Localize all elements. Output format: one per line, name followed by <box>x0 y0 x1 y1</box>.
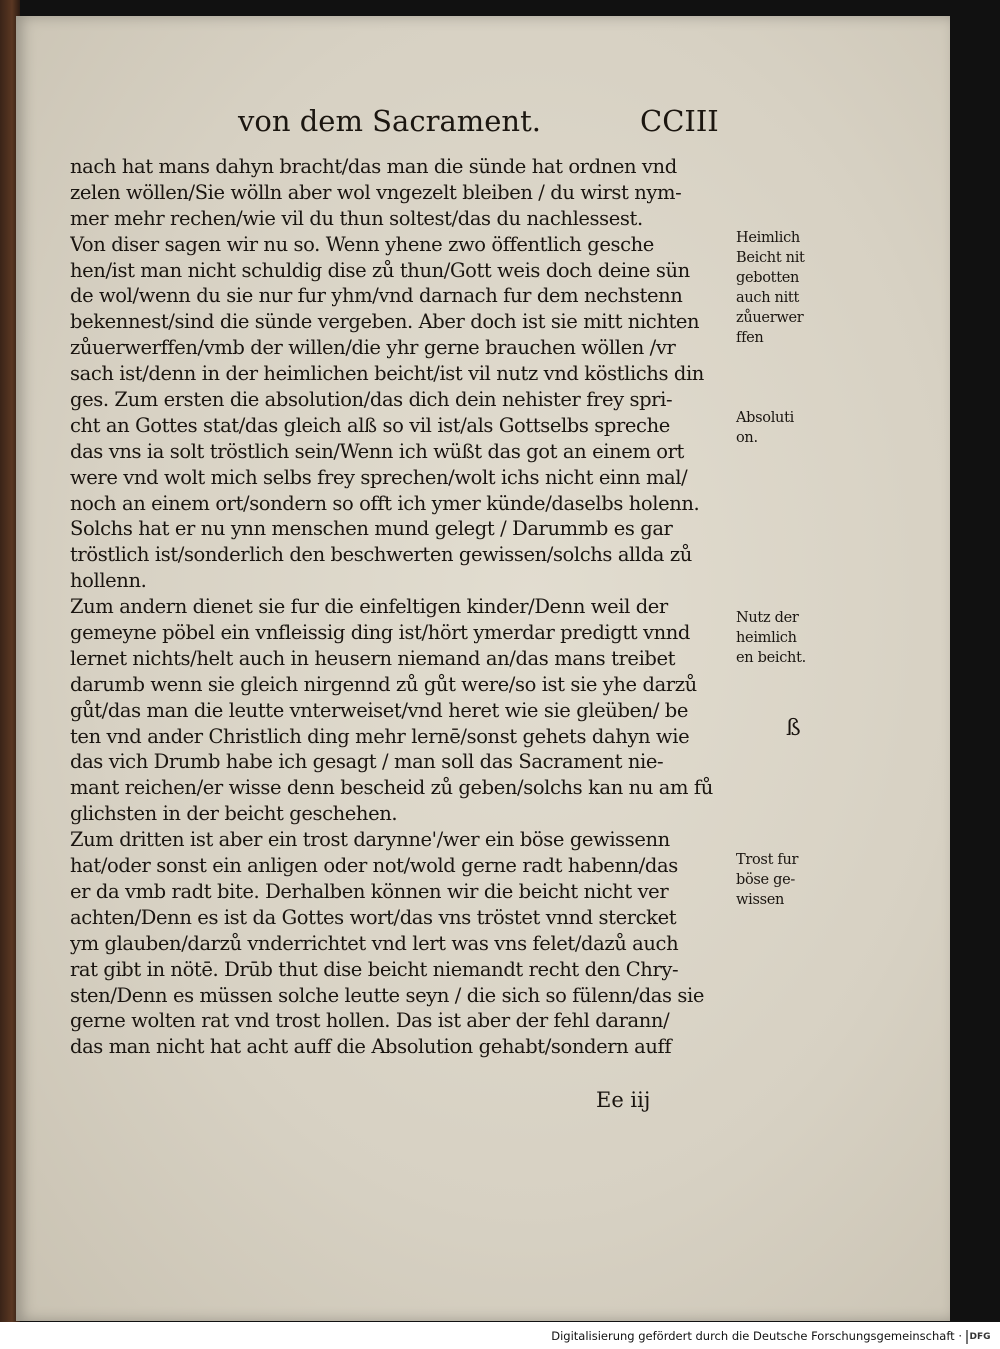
text-line: were vnd wolt mich selbs frey sprechen/wolt ichs nicht einn mal/ <box>70 465 688 489</box>
text-line: ten vnd ander Christlich ding mehr lernē/sonst gehets dahyn wie <box>70 724 690 748</box>
text-line: zůuerwerffen/vmb der willen/die yhr gerne brauchen wöllen /vr <box>70 336 676 360</box>
margin-note-line: heimlich <box>736 630 797 646</box>
text-line: lernet nichts/helt auch in heusern niemand an/das mans treibet <box>70 646 676 670</box>
text-line: das vich Drumb habe ich gesagt / man soll das Sacrament nie- <box>70 750 664 774</box>
text-line: tröstlich ist/sonderlich den beschwerten gewissen/solchs allda zů <box>70 543 692 567</box>
text-line: sten/Denn es müssen solche leutte seyn / die sich so fülenn/das sie <box>70 983 705 1007</box>
text-line: mer mehr rechen/wie vil du thun soltest/das du nachlessest. <box>70 206 643 230</box>
text-line: rat gibt in nötē. Drūb thut dise beicht niemandt recht den Chry- <box>70 957 679 981</box>
margin-note-line: gebotten <box>736 270 800 286</box>
text-line: gerne wolten rat vnd trost hollen. Das ist aber der fehl darann/ <box>70 1009 670 1033</box>
marginal-mark: ß <box>786 716 801 741</box>
text-line: mant reichen/er wisse denn bescheid zů geben/solchs kan nu am fů <box>70 776 713 800</box>
text-line: Zum dritten ist aber ein trost darynne'/wer ein böse gewissenn <box>70 828 670 852</box>
margin-note-line: Absoluti <box>736 410 794 426</box>
text-line: sach ist/denn in der heimlichen beicht/ist vil nutz vnd köstlichs din <box>70 362 704 386</box>
text-line: ges. Zum ersten die absolution/das dich dein nehister frey spri- <box>70 388 673 412</box>
margin-note-line: Beicht nit <box>736 250 805 266</box>
margin-note-line: Trost fur <box>736 852 799 868</box>
text-line: glichsten in der beicht geschehen. <box>70 802 398 826</box>
margin-note-nutz <box>736 608 806 668</box>
margin-note-absolution <box>736 408 794 448</box>
footer-bar <box>0 1322 1000 1349</box>
text-line: achten/Denn es ist da Gottes wort/das vns tröstet vnnd stercket <box>70 905 677 929</box>
funding-credit: Digitalisierung gefördert durch die Deutsche Forschungsgemeinschaft · <box>551 1329 962 1343</box>
margin-note-line: wissen <box>736 892 785 908</box>
text-line: zelen wöllen/Sie wölln aber wol vngezelt bleiben / du wirst nym- <box>70 180 682 204</box>
text-line: gůt/das man die leutte vnterweiset/vnd heret wie sie gleüben/ be <box>70 698 689 722</box>
text-line: Zum andern dienet sie fur die einfeltigen kinder/Denn weil der <box>70 595 668 619</box>
text-line: Von diser sagen wir nu so. Wenn yhene zwo öffentlich gesche <box>70 232 654 256</box>
text-line: das man nicht hat acht auff die Absolution gehabt/sondern auff <box>70 1035 672 1059</box>
text-line: hat/oder sonst ein anligen oder not/wold gerne radt habenn/das <box>70 854 678 878</box>
margin-note-line: auch nitt <box>736 290 799 306</box>
body-text <box>70 154 742 1060</box>
text-line: bekennest/sind die sünde vergeben. Aber doch ist sie mitt nichten <box>70 310 700 334</box>
text-line: gemeyne pöbel ein vnfleissig ding ist/hört ymerdar predigtt vnnd <box>70 621 691 645</box>
text-line: das vns ia solt tröstlich sein/Wenn ich wüßt das got an einem ort <box>70 439 684 463</box>
catchword-signature: Ee iij <box>596 1088 651 1112</box>
margin-note-line: ffen <box>736 330 764 346</box>
margin-note-line: zůuerwer <box>736 310 804 326</box>
text-line: de wol/wenn du sie nur fur yhm/vnd darnach fur dem nechstenn <box>70 284 683 308</box>
margin-note-line: en beicht. <box>736 650 806 666</box>
text-line: noch an einem ort/sondern so offt ich ymer künde/daselbs holenn. <box>70 491 700 515</box>
margin-note-line: böse ge- <box>736 872 796 888</box>
text-line: Solchs hat er nu ynn menschen mund gelegt / Darummb es gar <box>70 517 673 541</box>
text-line: cht an Gottes stat/das gleich alß so vil ist/als Gottselbs spreche <box>70 413 670 437</box>
running-title: von dem Sacrament. <box>238 104 541 138</box>
margin-note-heimlich-beicht <box>736 228 805 348</box>
margin-note-line: Heimlich <box>736 230 800 246</box>
folio-number: CCIII <box>640 104 719 138</box>
text-line: er da vmb radt bite. Derhalben können wir die beicht nicht ver <box>70 879 669 903</box>
text-line: darumb wenn sie gleich nirgennd zů gůt were/so ist sie yhe darzů <box>70 672 697 696</box>
dfg-logo-icon: DFG <box>966 1330 992 1344</box>
margin-note-line: Nutz der <box>736 610 799 626</box>
text-line: hen/ist man nicht schuldig dise zů thun/Gott weis doch deine sün <box>70 258 690 282</box>
text-line: nach hat mans dahyn bracht/das man die sünde hat ordnen vnd <box>70 155 677 178</box>
margin-note-line: on. <box>736 430 758 446</box>
text-line: hollenn. <box>70 569 147 593</box>
text-line: ym glauben/darzů vnderrichtet vnd lert was vns felet/dazů auch <box>70 931 679 955</box>
margin-note-trost <box>736 850 798 910</box>
